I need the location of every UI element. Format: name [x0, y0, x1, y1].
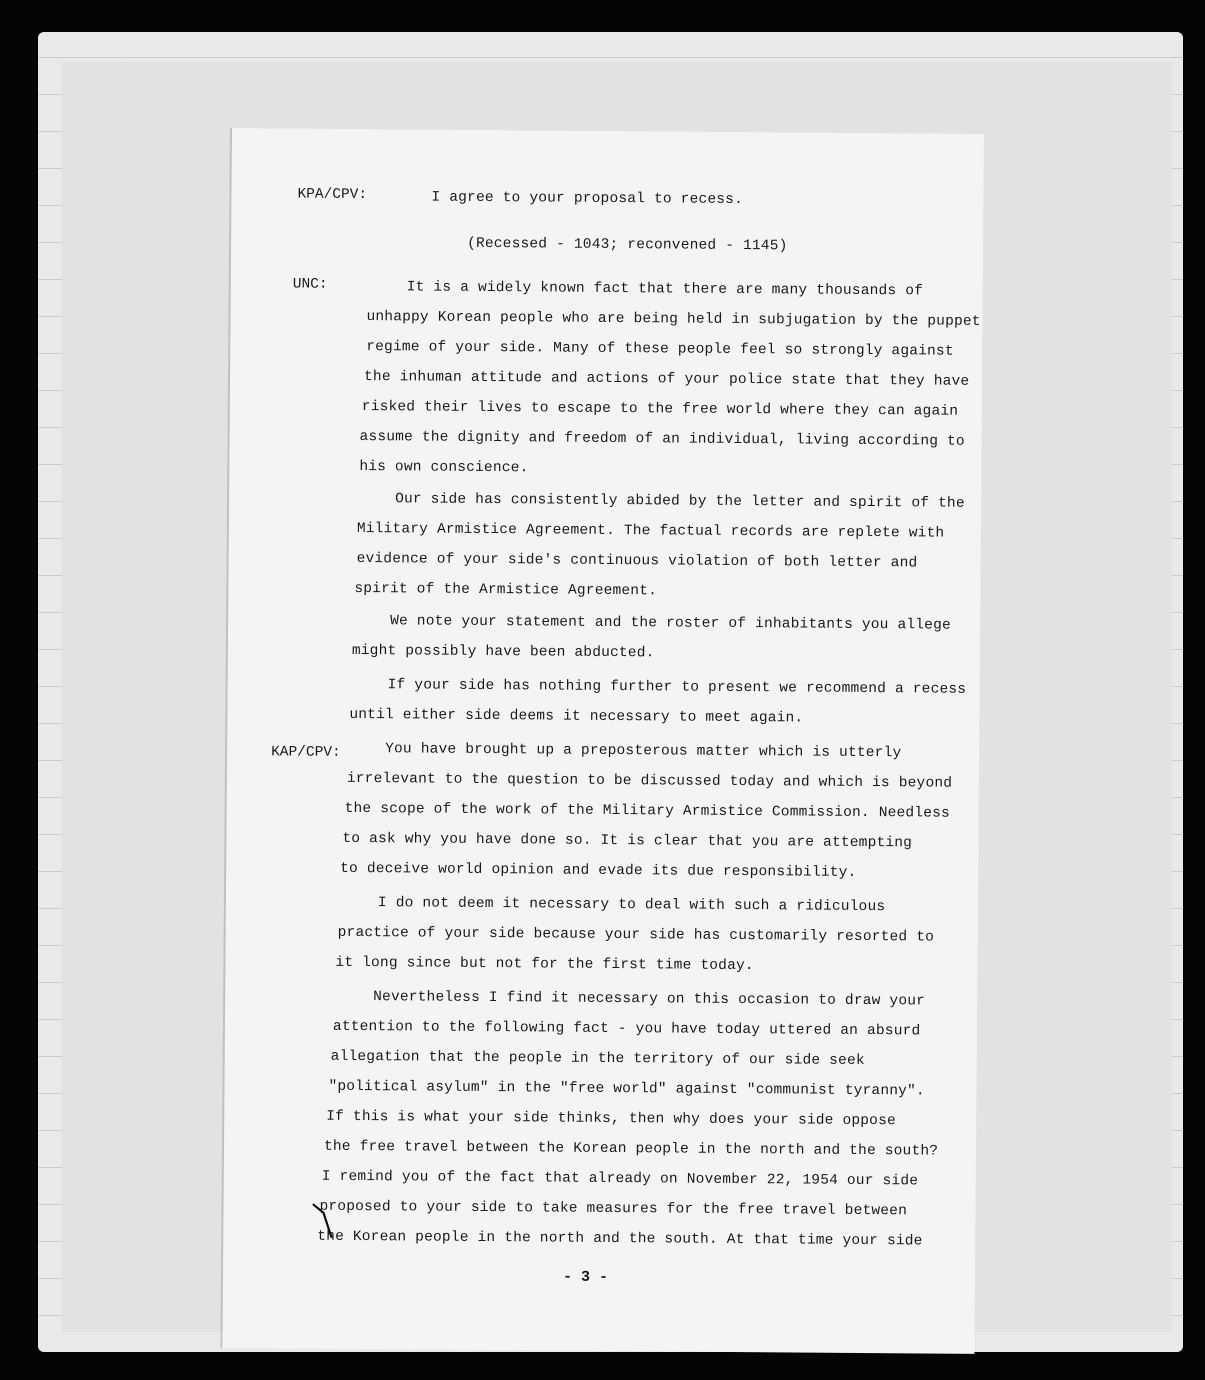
speaker-label-kpa-2: KAP/CPV: [271, 744, 341, 761]
text-line: risked their lives to escape to the free world where they can again [361, 399, 959, 420]
text-line: If your side has nothing further to present we recommend a recess [387, 677, 967, 698]
text-line: spirit of the Armistice Agreement. [354, 580, 658, 600]
text-line: the scope of the work of the Military Armistice Commission. Needless [344, 800, 950, 822]
document-page [222, 128, 984, 1354]
text-line: "political asylum" in the "free world" against "communist tyranny". [328, 1078, 925, 1100]
text-line: You have brought up a preposterous matter which is utterly [385, 741, 902, 762]
text-line: might possibly have been abducted. [351, 642, 655, 662]
text-line: to deceive world opinion and evade its due responsibility. [340, 860, 857, 881]
text-line: unhappy Korean people who are being held in subjugation by the puppet [366, 309, 981, 330]
text-line: irrelevant to the question to be discussed today and which is beyond [346, 770, 953, 792]
text-line: Military Armistice Agreement. The factual records are replete with [356, 520, 945, 542]
text-line: assume the dignity and freedom of an individual, living according to [359, 429, 965, 450]
text-line: evidence of your side's continuous violation of both letter and [356, 550, 918, 572]
text-line: Nevertheless I find it necessary on this occasion to draw your [373, 989, 926, 1010]
text-line: to ask why you have done so. It is clear that you are attempting [342, 830, 913, 852]
text-line: We note your statement and the roster of inhabitants you allege [390, 613, 951, 634]
margin-check-mark [309, 1199, 339, 1243]
text-line: Our side has consistently abided by the letter and spirit of the [395, 491, 965, 512]
text-line: until either side deems it necessary to meet again. [349, 706, 804, 727]
text-line: I remind you of the fact that already on November 22, 1954 our side [321, 1168, 919, 1190]
text-line: proposed to your side to take measures for the free travel between [319, 1198, 908, 1220]
text-line: I do not deem it necessary to deal with such a ridiculous [377, 895, 886, 916]
speaker-label-unc: UNC: [292, 276, 328, 293]
text-line: the inhuman attitude and actions of your police state that they have [363, 369, 970, 390]
text-line: practice of your side because your side has customarily resorted to [337, 924, 935, 946]
text-line: allegation that the people in the territory of our side seek [330, 1048, 865, 1069]
text-line: If this is what your side thinks, then why does your side oppose [326, 1108, 896, 1130]
text-line: the free travel between the Korean people in the north and the south? [323, 1138, 939, 1160]
text-line: It is a widely known fact that there are many thousands of [406, 279, 924, 300]
page-number: - 3 - [562, 1268, 609, 1286]
text-line: the Korean people in the north and the south. At that time your side [317, 1228, 923, 1250]
text-line: regime of your side. Many of these people feel so strongly against [366, 339, 954, 360]
text-line: I agree to your proposal to recess. [431, 189, 744, 209]
text-line: his own conscience. [359, 459, 529, 477]
text-line: (Recessed - 1043; reconvened - 1145) [467, 235, 788, 255]
text-line: attention to the following fact - you have today uttered an absurd [332, 1018, 921, 1040]
text-line: it long since but not for the first time today. [335, 954, 754, 975]
speaker-label-kpa: KPA/CPV: [297, 186, 368, 204]
